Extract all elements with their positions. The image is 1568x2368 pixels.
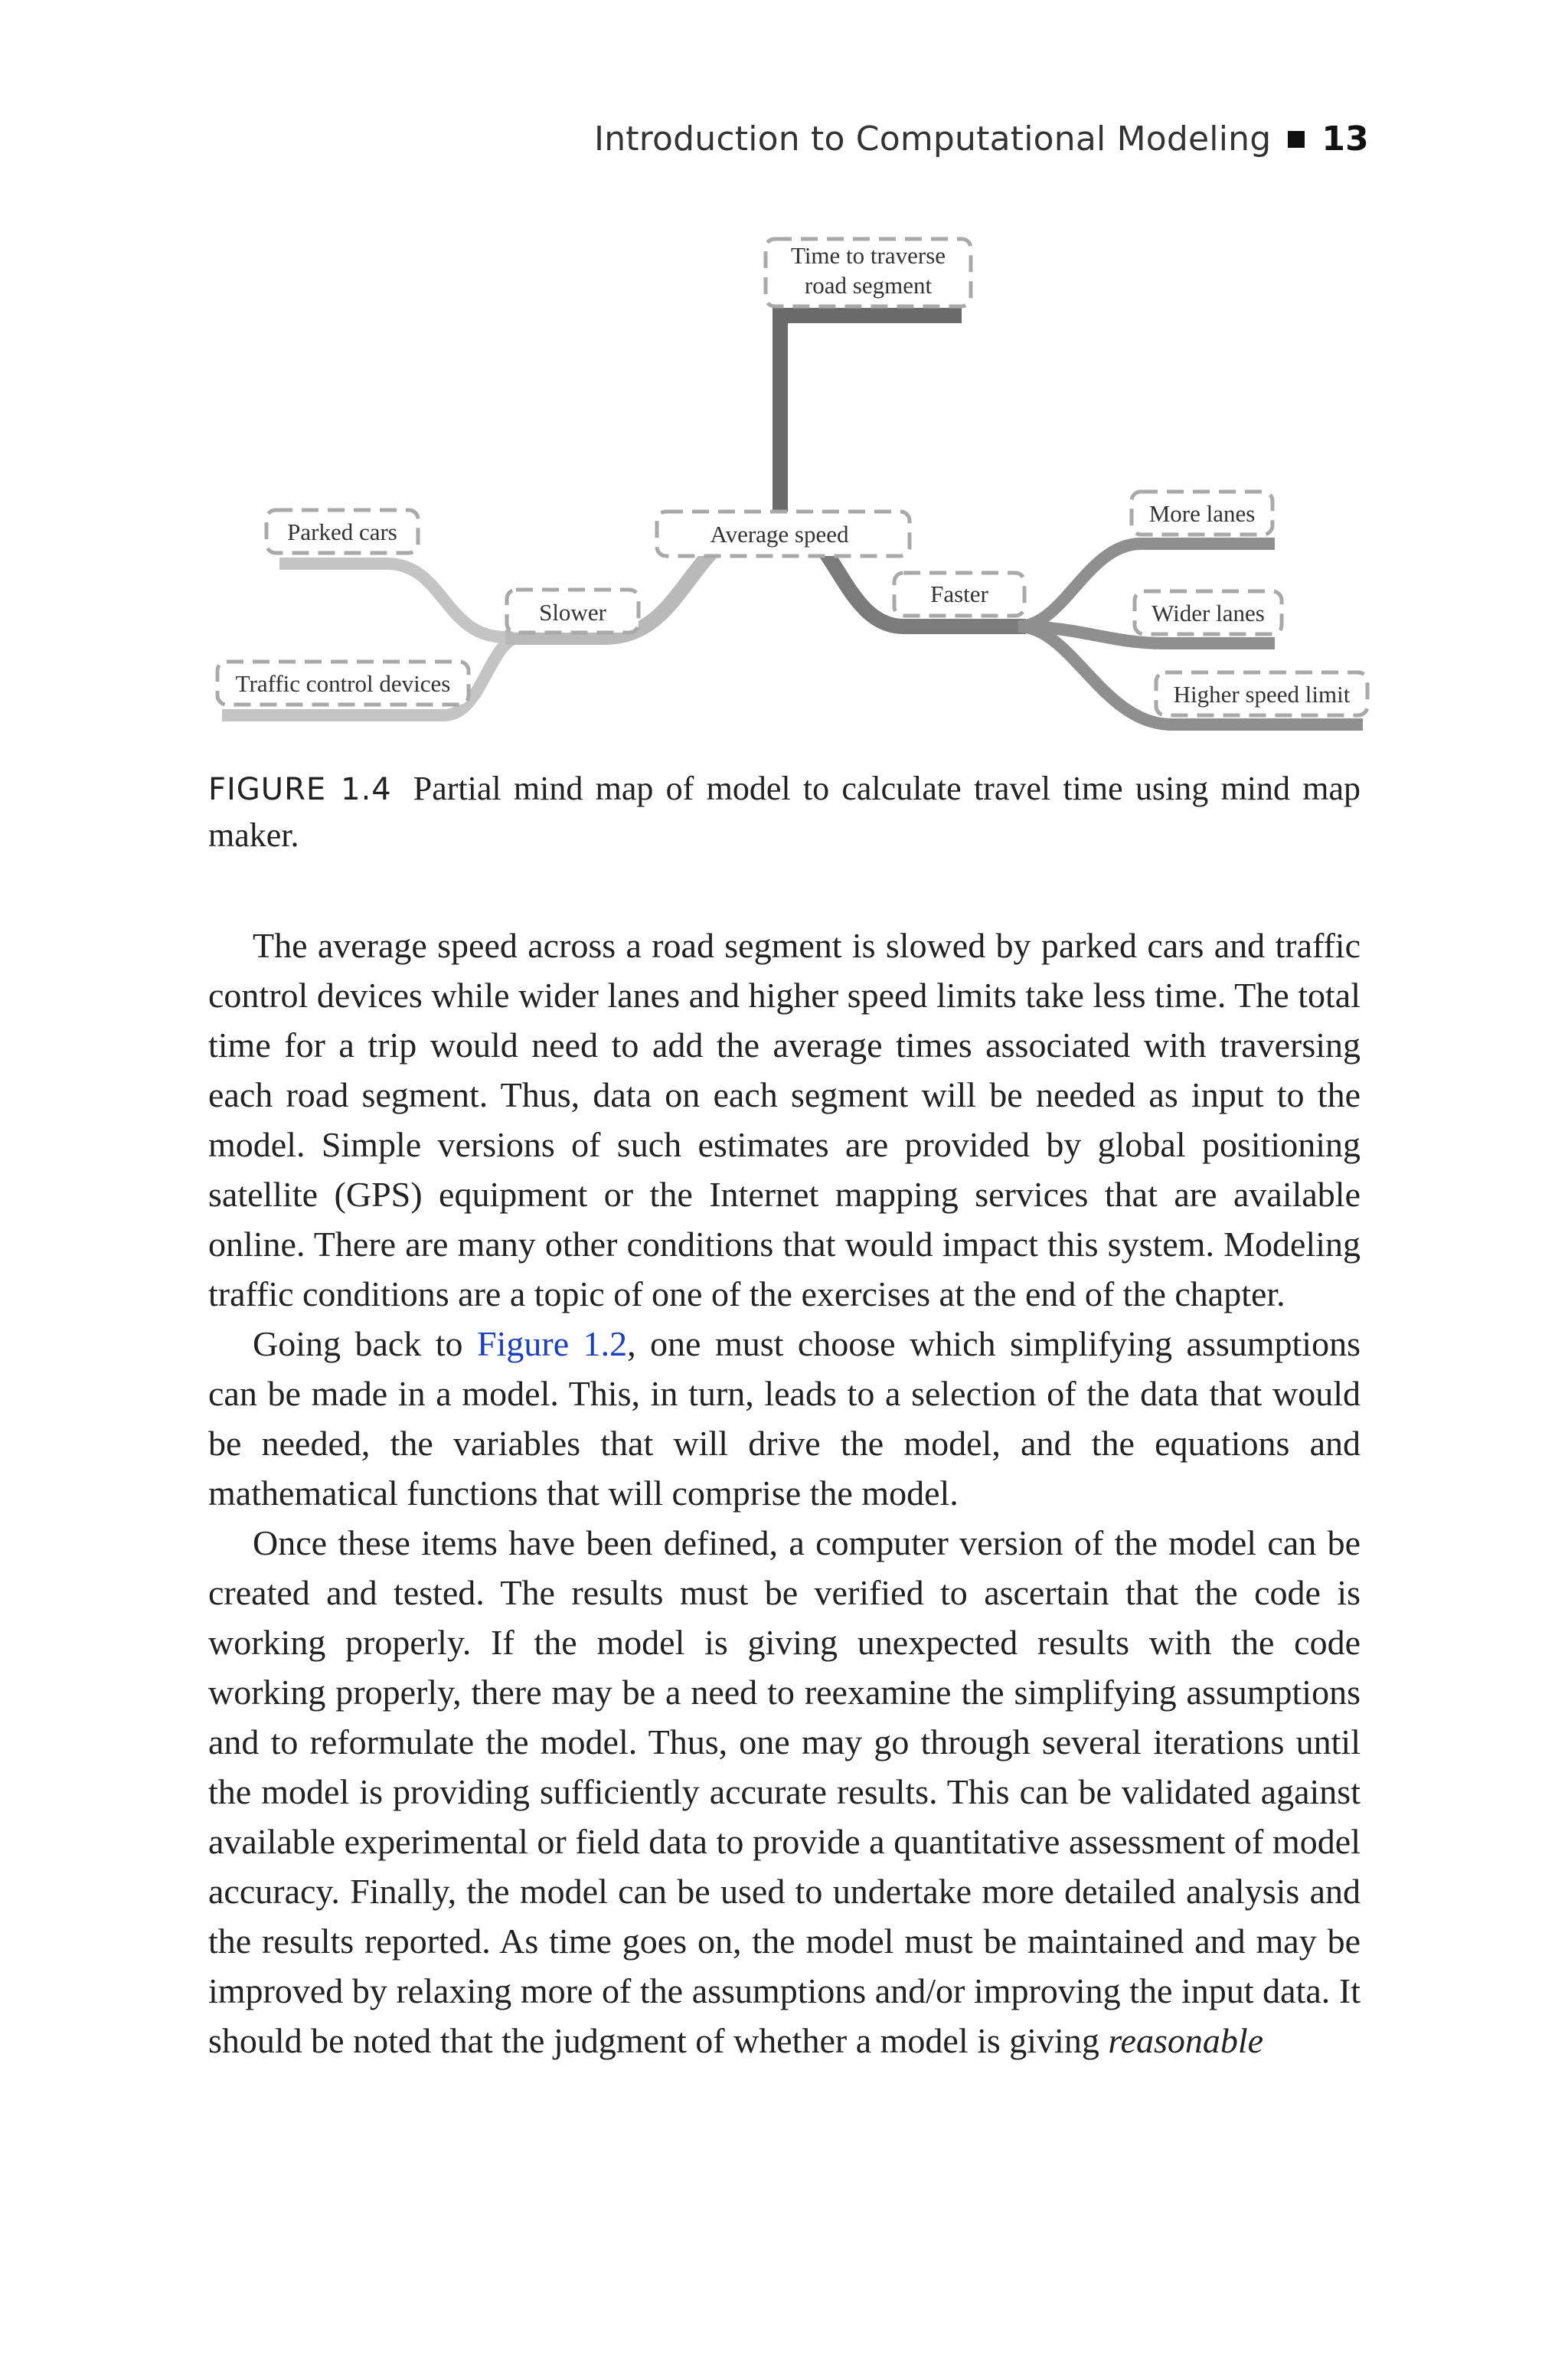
- paragraph-2-start: Going back to: [253, 1324, 478, 1363]
- figure-caption-text: Partial mind map of model to calculate travel time using mind map maker.: [208, 770, 1361, 854]
- page-number: 13: [1321, 119, 1369, 159]
- node-parked-cars: Parked cars: [287, 518, 397, 545]
- node-traffic: Traffic control devices: [235, 670, 451, 697]
- branch-time: [780, 316, 962, 512]
- node-time-line2: road segment: [804, 272, 933, 299]
- figure-1-2-link[interactable]: Figure 1.2: [477, 1324, 628, 1363]
- node-faster: Faster: [930, 581, 988, 607]
- node-time-line1: Time to traverse: [790, 242, 946, 269]
- node-slower: Slower: [539, 599, 606, 626]
- paragraph-1: The average speed across a road segment is slowed by parked cars and traffic control devices while wider lanes and higher speed limits take less time. The total time for a trip would need to add the average times associated with traversing each road segment. Thus, data on each segment will be needed as input to the model. Simple versions of such estimates are provided by global positioning satellite (GPS) equipment or the Internet mapping services that are available online. There are many other conditions that would impact this system. Modeling traffic conditions are a topic of one of the exercises at the end of the chapter.: [208, 926, 1361, 1313]
- figure-label: FIGURE 1.4: [208, 772, 392, 807]
- figure-caption: [208, 766, 1361, 859]
- mind-map-figure: [0, 0, 1568, 751]
- body-text: [208, 921, 1361, 2065]
- paragraph-3-italic: reasonable: [1108, 2021, 1264, 2060]
- node-more-lanes: More lanes: [1148, 500, 1256, 527]
- paragraph-3: [208, 1518, 1361, 2065]
- running-head-title: Introduction to Computational Modeling: [594, 119, 1272, 159]
- paragraph-2: [208, 1319, 1361, 1518]
- paragraph-2-rest: , one must choose which simplifying assumptions can be made in a model. This, in turn, leads to a selection of the data that would be needed, the variables that will drive the model, and the equations and mathematical functions that will comprise the model.: [208, 1324, 1361, 1513]
- node-average-speed: Average speed: [710, 521, 849, 548]
- node-higher-speed: Higher speed limit: [1173, 681, 1351, 708]
- node-wider-lanes: Wider lanes: [1152, 600, 1265, 626]
- paragraph-3-text: Once these items have been defined, a computer version of the model can be created and tested. The results must be verified to ascertain that the code is working properly. If the model is giving unexpected results with the code working properly, there may be a need to reexamine the simplifying assumptions and to reformulate the model. Thus, one may go through several iterations until the model is providing sufficiently accurate results. This can be validated against available experimental or field data to provide a quantitative assessment of model accuracy. Finally, the model can be used to undertake more detailed analysis and the results reported. As time goes on, the model must be maintained and may be improved by relaxing more of the assumptions and/or improving the input data. It should be noted that the judgment of whether a model is giving: [208, 1523, 1361, 2060]
